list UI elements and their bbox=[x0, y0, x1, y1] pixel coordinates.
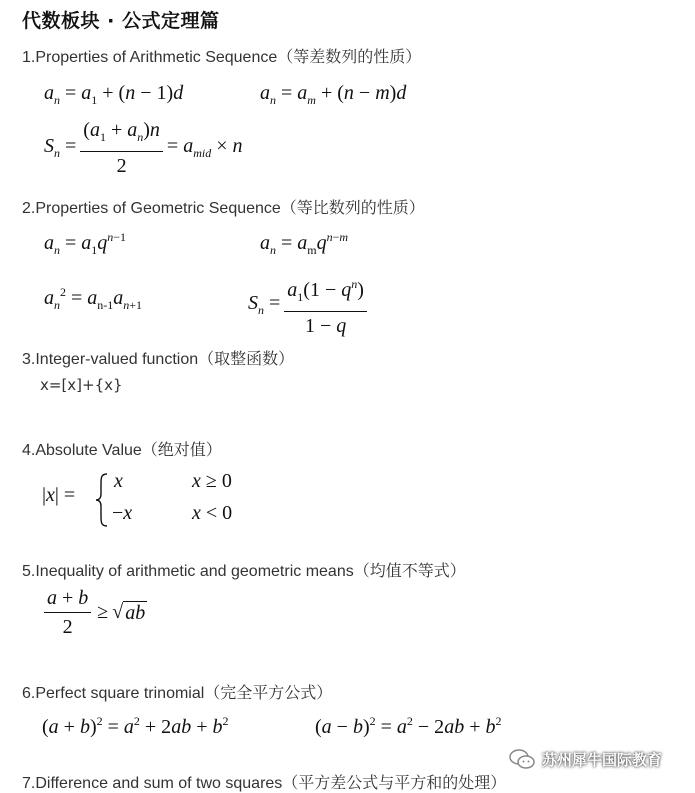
geometric-mean-term-formula: $a_n^2 = a_{n-1}a_{n+1}$ bbox=[44, 285, 143, 312]
geometric-sum-formula: $S_n$ = $\frac{a_1(1 - q^n)}{1 - q}$ bbox=[248, 272, 371, 338]
section-4-heading: 4.Absolute Value（绝对值） bbox=[22, 442, 222, 459]
section-7-heading: 7.Difference and sum of two squares（平方差公式与平方和的处理） bbox=[22, 775, 507, 792]
section-3-heading: 3.Integer-valued function（取整函数） bbox=[22, 351, 295, 368]
arithmetic-nth-term-formula: $a_n = a_1 + (n - 1)d$ bbox=[44, 82, 184, 107]
am-gm-inequality-formula: $\frac{a + b}{2}$ ≥ √ ab bbox=[40, 586, 147, 639]
geometric-term-relation-formula: $a_n = a_mq^{n-m}$ bbox=[260, 230, 349, 257]
section-1-heading: 1.Properties of Arithmetic Sequence（等差数列的性质） bbox=[22, 49, 422, 66]
section-2-heading: 2.Properties of Geometric Sequence（等比数列的性质） bbox=[22, 200, 425, 217]
page-title: 代数板块 · 公式定理篇 bbox=[22, 10, 220, 32]
watermark bbox=[508, 748, 662, 770]
arithmetic-term-relation-formula: $a_n = a_m + (n - m)d$ bbox=[260, 82, 407, 107]
brace-icon bbox=[94, 472, 110, 528]
integer-function-formula: x=[x]+{x} bbox=[40, 376, 123, 394]
wechat-icon bbox=[508, 748, 536, 770]
watermark-text: 苏州犀牛国际教育 bbox=[542, 750, 663, 769]
square-of-sum-formula: $(a + b)^2 = a^2 + 2ab + b^2$ bbox=[42, 714, 229, 738]
section-6-heading: 6.Perfect square trinomial（完全平方公式） bbox=[22, 685, 333, 702]
square-of-difference-formula: $(a - b)^2 = a^2 - 2ab + b^2$ bbox=[315, 714, 502, 738]
absolute-value-formula: |x| = x x ≥ 0 −x x < 0 bbox=[42, 470, 282, 530]
section-5-heading: 5.Inequality of arithmetic and geometric means（均值不等式） bbox=[22, 563, 466, 580]
arithmetic-sum-formula: $S_n$ = $\frac{(a_1 + a_n)n}{2}$ = $a_{mid} \times n$ bbox=[44, 119, 243, 177]
geometric-nth-term-formula: $a_n = a_1q^{n-1}$ bbox=[44, 230, 127, 257]
